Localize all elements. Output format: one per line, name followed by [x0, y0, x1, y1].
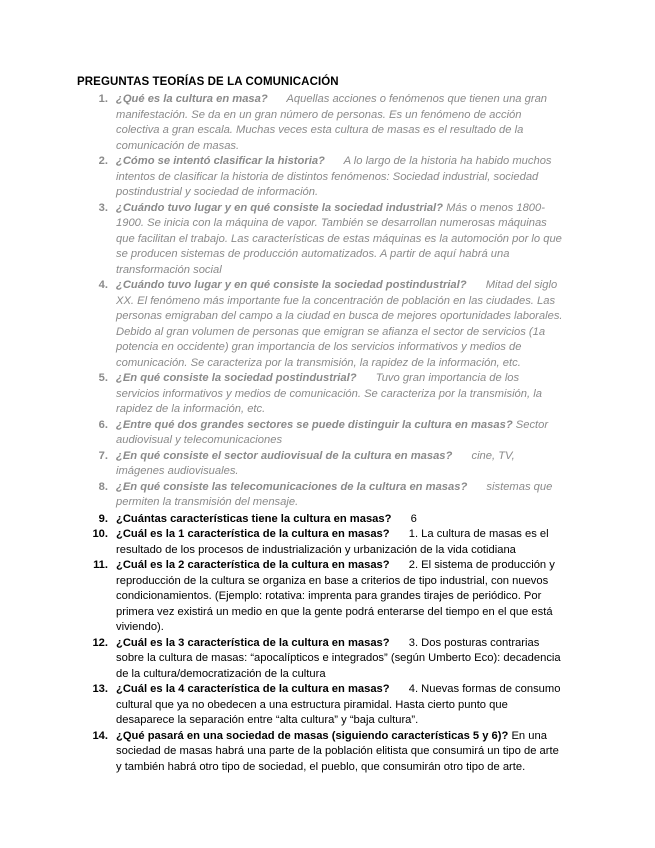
item-number: 5.	[98, 372, 108, 384]
item-number: 8.	[98, 480, 108, 493]
question-item-10	[88, 527, 563, 558]
item-number: 10.	[92, 528, 108, 540]
answer-text: 1. La cultura de masas es el resultado de los procesos de industrialización y urbanización de la vida cotidiana	[116, 528, 549, 556]
question-item-2	[88, 154, 563, 201]
item-number: 13.	[92, 683, 108, 695]
answer-text: Sector audiovisual y telecomunicaciones	[116, 418, 549, 446]
item-number: 1.	[98, 93, 108, 105]
item-number: 11.	[93, 559, 108, 571]
question-text: ¿Entre qué dos grandes sectores se puede distinguir la cultura en masas?	[116, 418, 513, 431]
answer-text: En una sociedad de masas habrá una parte de la población elitista que consumirá un tipo de arte y también habrá otro tipo de sociedad, el pueblo, que consumirán otro tipo de arte.	[116, 729, 559, 773]
question-text: ¿Qué pasará en una sociedad de masas (siguiendo características 5 y 6)?	[116, 729, 509, 742]
item-number: 14.	[92, 729, 108, 742]
item-number: 4.	[98, 279, 108, 291]
question-list	[88, 92, 563, 775]
item-number: 6.	[98, 418, 108, 431]
question-item-14	[88, 729, 563, 776]
item-number: 2.	[98, 155, 108, 167]
answer-text: cine, TV, imágenes audiovisuales.	[116, 449, 515, 477]
question-item-11	[88, 558, 563, 636]
question-item-4	[88, 278, 563, 371]
question-item-7	[88, 449, 563, 480]
question-text: ¿Qué es la cultura en masa?	[116, 93, 268, 105]
answer-text: 3. Dos posturas contrarias sobre la cultura de masas: “apocalípticos e integrados” (según Umberto Eco): decadencia de la cultura/democratización de la cultura	[116, 636, 561, 680]
question-text: ¿En qué consiste las telecomunicaciones de la cultura en masas?	[116, 480, 468, 493]
question-item-12	[88, 636, 563, 683]
question-text: ¿Cuándo tuvo lugar y en qué consiste la sociedad postindustrial?	[116, 279, 467, 291]
answer-text: Más o menos 1800-1900. Se inicia con la máquina de vapor. También se desarrollan numerosas máquinas que facilitan el trabajo. Las características de estas máquinas es la automoción por lo que se producen sistemas de producción automatizados. A partir de aquí habrá una transformación social	[116, 201, 562, 276]
question-item-1	[88, 92, 563, 154]
question-item-6	[88, 418, 563, 449]
answer-text: Aquellas acciones o fenómenos que tienen una gran manifestación. Se da en un gran número de personas. Es un fenómeno de acción colectiva a gran escala. Muchas veces esta cultura de masas es el resultado de la comunicación de masas.	[116, 93, 548, 152]
question-text: ¿En qué consiste el sector audiovisual de la cultura en masas?	[116, 449, 453, 462]
question-text: ¿Cuál es la 2 característica de la cultura en masas?	[116, 559, 390, 571]
question-text: ¿Cuál es la 1 característica de la cultura en masas?	[116, 528, 390, 540]
question-text: ¿Cuándo tuvo lugar y en qué consiste la sociedad industrial?	[116, 201, 443, 214]
question-item-5	[88, 371, 563, 418]
question-text: ¿Cuál es la 3 característica de la cultura en masas?	[116, 636, 390, 649]
item-number: 12.	[92, 636, 108, 649]
item-number: 7.	[98, 449, 108, 462]
question-item-9	[88, 512, 563, 528]
answer-text: Mitad del siglo XX. El fenómeno más importante fue la concentración de población en las ciudades. Las personas emigraban del campo a la ciudad en busca de mejores oportunidades laborales. Debido al gran volumen de personas que emigran se afianza el sector de servicios (1a potencia en occidente) gran importancia de los servicios informativos y medios de comunicación. Se caracteriza por la transmisión, la rapidez de la información, etc.	[116, 279, 563, 369]
question-item-3	[88, 201, 563, 279]
question-text: ¿Cuántas características tiene la cultura en masas?	[116, 512, 392, 525]
question-item-13	[88, 682, 563, 729]
question-text: ¿Cuál es la 4 característica de la cultura en masas?	[116, 683, 390, 695]
answer-text: Tuvo gran importancia de los servicios informativos y medios de comunicación. Se caracteriza por la transmisión, la rapidez de la información, etc.	[116, 372, 542, 415]
answer-text: sistemas que permiten la transmisión del mensaje.	[116, 480, 553, 508]
answer-text: 6	[410, 512, 417, 525]
question-text: ¿En qué consiste la sociedad postindustrial?	[116, 372, 357, 384]
answer-text: 2. El sistema de producción y reproducción de la cultura se organiza en base a criterios de tipo industrial, con nuevos condicionamientos. (Ejemplo: rotativa: imprenta para grandes tirajes de periódico. Por primera vez existirá un medio en que la gente podrá enterarse del tiempo en el que está viviendo).	[116, 559, 555, 633]
page-title: PREGUNTAS TEORÍAS DE LA COMUNICACIÓN	[77, 76, 339, 88]
answer-text: A lo largo de la historia ha habido muchos intentos de clasificar la historia de distintos fenómenos: Sociedad industrial, sociedad postindustrial y sociedad de información.	[116, 155, 552, 198]
answer-text: 4. Nuevas formas de consumo cultural que ya no obedecen a una estructura piramidal. Hasta cierto punto que desaparece la separación entre “alta cultura” y “baja cultura”.	[116, 683, 561, 726]
question-item-8	[88, 480, 563, 511]
question-text: ¿Cómo se intentó clasificar la historia?	[116, 155, 325, 167]
item-number: 9.	[98, 512, 108, 525]
item-number: 3.	[98, 201, 108, 214]
